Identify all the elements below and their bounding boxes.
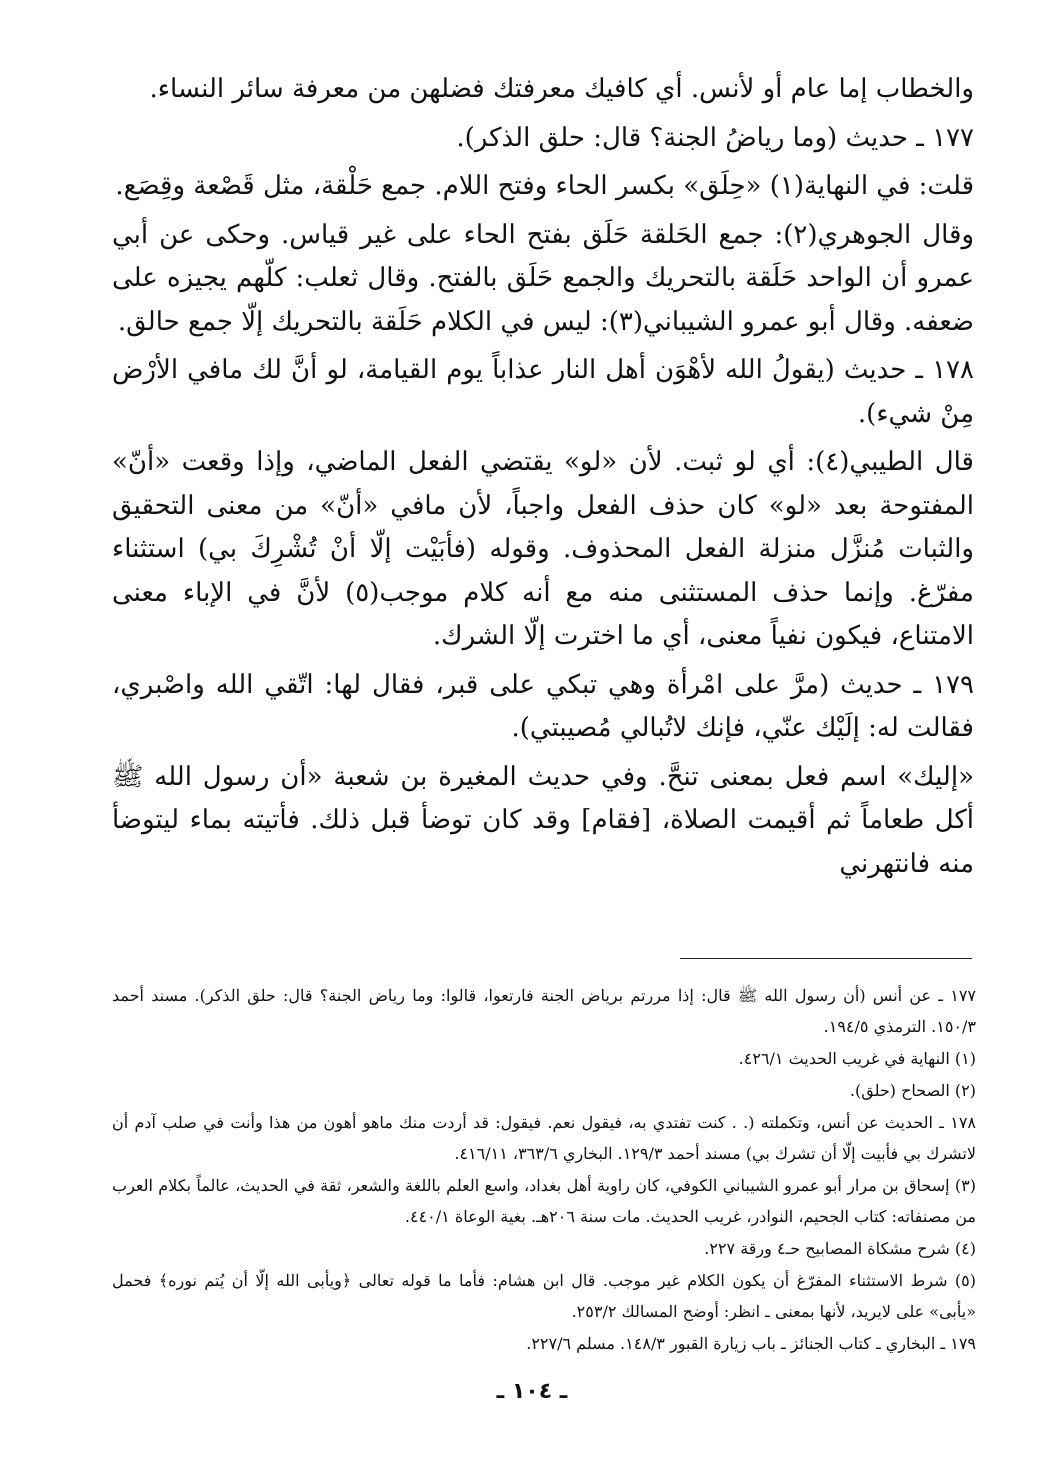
hadith-178: ١٧٨ ـ حديث (يقولُ الله لأهْوَن أهل النار عذاباً يوم القيامة، لو أنَّ لك مافي الأرْض مِنْ شيء). (112, 355, 974, 429)
footnote-divider (680, 958, 972, 959)
footnote-5: (٥) شرط الاستثناء المفرّغ أن يكون الكلام غير موجب. قال ابن هشام: فأما ما قوله تعالى ﴿ويأبى الله إلّا أن يُتم نوره﴾ فحمل «يأبى» على لايريد، لأنها بمعنى ـ انظر: أوضح المسالك ٢٥٣/٢. (112, 1271, 976, 1321)
footnote-179: ١٧٩ ـ البخاري ـ كتاب الجنائز ـ باب زيارة القبور ١٤٨/٣. مسلم ٢٢٧/٦. (526, 1334, 976, 1353)
commentary-179-ilayk: «إليك» اسم فعل بمعنى تنحَّ. وفي حديث المغيرة بن شعبة «أن رسول الله ﷺ أكل طعاماً ثم أقيمت الصلاة، [فقام] وقد كان توضأ قبل ذلك. فأتيته بماء ليتوضأ منه فانتهرني (112, 761, 974, 879)
commentary-178-tibi: قال الطيبي(٤): أي لو ثبت. لأن «لو» يقتضي الفعل الماضي، وإذا وقعت «أنّ» المفتوحة بعد «لو» كان حذف الفعل واجباً، لأن مافي «أنّ» من معنى التحقيق والثبات مُنزَّل منزلة الفعل المحذوف. وقوله (فأبَيْت إلّا أنْ تُشْرِكَ بي) استثناء مفرّغ. وإنما حذف المستثنى منه مع أنه كلام موجب(٥) لأنَّ في الإباء معنى الامتناع، فيكون نفياً معنى، أي ما اخترت إلّا الشرك. (112, 447, 974, 651)
footnote-177: ١٧٧ ـ عن أنس (أن رسول الله ﷺ قال: إذا مررتم برياض الجنة فارتعوا، قالوا: وما رياض الجنة؟ قال: حلق الذكر). مسند أحمد ١٥٠/٣. الترمذي ١٩٤/٥. (112, 986, 977, 1036)
commentary-177-nihaya: قلت: في النهاية(١) «حِلَق» بكسر الحاء وفتح اللام. جمع حَلْقة، مثل قَصْعة وقِصَع. (115, 171, 974, 201)
footnotes (112, 980, 976, 1360)
footnote-4: (٤) شرح مشكاة المصابيح حـ٤ ورقة ٢٢٧. (704, 1239, 976, 1258)
commentary-177-jawhari: وقال الجوهري(٢): جمع الحَلقة حَلَق بفتح الحاء على غير قياس. وحكى عن أبي عمرو أن الواحد حَلَقة بالتحريك والجمع حَلَق بالفتح. وقال ثعلب: كلّهم يجيزه على ضعفه. وقال أبو عمرو الشيباني(٣): ليس في الكلام حَلَقة بالتحريك إلّا جمع حالق. (112, 219, 974, 337)
hadith-177: ١٧٧ ـ حديث (وما رياضُ الجنة؟ قال: حلق الذكر). (456, 122, 974, 153)
hadith-179: ١٧٩ ـ حديث (مرَّ على امْرأة وهي تبكي على قبر، فقال لها: اتّقي الله واصْبري، فقالت له: إلَيْك عنّي، فإنك لاتُبالي مُصيبتي). (112, 669, 974, 743)
footnote-178: ١٧٨ ـ الحديث عن أنس، وتكملته (. . كنت تفتدي به، فيقول نعم. فيقول: قد أردت منك ماهو أهون من هذا وأنت في صلب آدم أن لاتشرك بي فأبيت إلّا أن تشرك بي) مسند أحمد ١٢٩/٣. البخاري ٣٦٣/٦، ٤١٦/١١. (112, 1113, 976, 1163)
footnote-2: (٢) الصحاح (حلق). (849, 1081, 976, 1100)
paragraph-intro-continuation: والخطاب إما عام أو لأنس. أي كافيك معرفتك فضلهن من معرفة سائر النساء. (149, 74, 974, 104)
footnote-1: (١) النهاية في غريب الحديث ٤٢٦/١. (738, 1049, 976, 1068)
main-text (112, 68, 974, 891)
footnote-3: (٣) إسحاق بن مرار أبو عمرو الشيباني الكوفي، كان راوية أهل بغداد، واسع العلم باللغة والشعر، ثقة في الحديث، عالماً بكلام العرب من مصنفاته: كتاب الجحيم، النوادر، غريب الحديث. مات سنة ٢٠٦هـ. بغية الوعاة ٤٤٠/١. (112, 1176, 976, 1226)
page-number: ـ ١٠٤ ـ (496, 1379, 568, 1404)
